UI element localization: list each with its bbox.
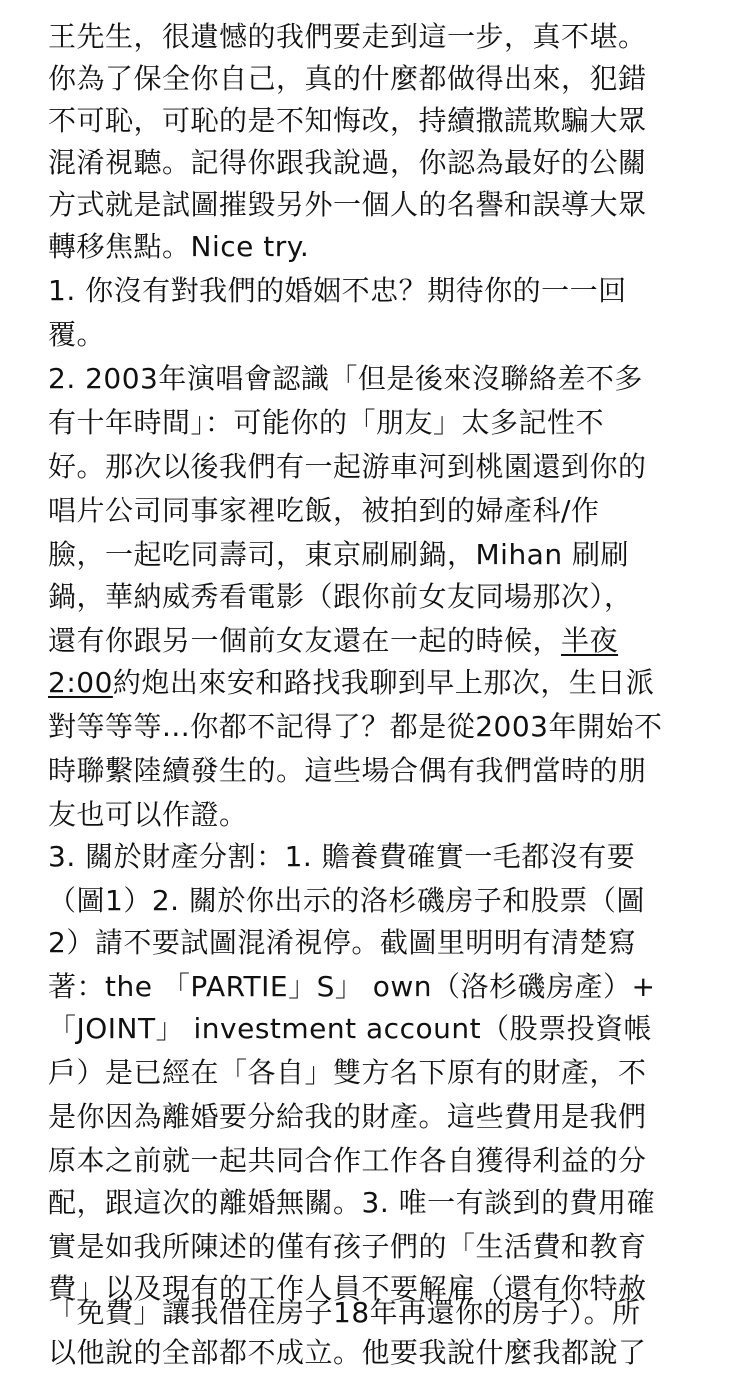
text-line-16 [48,662,654,704]
text-line-15 [48,620,618,662]
cut-off-line: 以他說的全部都不成立。他要我說什麼我都說了 [48,1336,647,1369]
cut-off-line-container [48,1336,688,1369]
text-line-13: 臉，一起吃同壽司，東京刷刷鍋，Mihan 刷刷 [48,538,629,571]
text-line-30: 費」以及現有的工作人員不要解雇（還有你特赦 [48,1272,647,1305]
text-line-2: 你為了保全你自己，真的什麼都做得出來，犯錯 [48,62,647,95]
text-line-8: 覆。 [48,318,106,351]
underlined-time-part-2: 2:00 [48,666,113,699]
text-line-11: 好。那次以後我們有一起游車河到桃園還到你的 [48,450,647,483]
text-line-14: 鍋，華納威秀看電影（跟你前女友同場那次）， [48,580,633,613]
text-line-26: 是你因為離婚要分給我的財產。這些費用是我們 [48,1100,647,1133]
text-line-20: 3. 關於財產分割：1. 贍養費確實一毛都沒有要 [48,840,636,873]
text-line-16-rest: 約炮出來安和路找我聊到早上那次，生日派 [112,666,655,699]
text-line-22: 2）請不要試圖混淆視停。截圖里明明有清楚寫 [48,926,637,959]
text-line-19: 友也可以作證。 [48,798,248,831]
text-line-25: 戶）是已經在「各自」雙方名下原有的財產，不 [48,1056,647,1089]
text-line-23: 著：the 「PARTIE」S」 own（洛杉磯房產）+ [48,970,656,1003]
text-line-27: 原本之前就一起共同合作工作各自獲得利益的分 [48,1144,647,1177]
text-line-21: （圖1）2. 關於你出示的洛杉磯房子和股票（圖 [48,884,645,917]
text-line-29: 實是如我所陳述的僅有孩子們的「生活費和教育 [48,1230,647,1263]
text-line-18: 時聯繫陸續發生的。這些場合偶有我們當時的朋 [48,754,647,787]
text-line-15-main: 還有你跟另一個前女友還在一起的時候， [48,624,562,657]
text-line-12: 唱片公司同事家裡吃飯，被拍到的婦產科/作 [48,494,600,527]
text-line-5: 方式就是試圖摧毀另外一個人的名譽和誤導大眾 [48,188,647,221]
text-line-3: 不可恥，可恥的是不知悔改，持續撒謊欺騙大眾 [48,104,647,137]
text-line-31: 「免費」讓我借住房子18年再還你的房子）。所 [48,1296,641,1329]
text-line-6: 轉移焦點。Nice try. [48,230,310,263]
text-line-10: 有十年時間」：可能你的「朋友」太多記性不 [48,406,605,439]
underlined-time-part-1: 半夜 [561,624,619,657]
text-line-1: 王先生，很遺憾的我們要走到這一步，真不堪。 [48,20,647,53]
text-line-9: 2. 2003年演唱會認識「但是後來沒聯絡差不多 [48,362,643,395]
text-line-7: 1. 你沒有對我們的婚姻不忠？期待你的一一回 [48,274,627,307]
text-line-28: 配，跟這次的離婚無關。3. 唯一有談到的費用確 [48,1186,656,1219]
text-line-17: 對等等等...你都不記得了？都是從2003年開始不 [48,710,663,743]
text-line-4: 混淆視聽。記得你跟我說過，你認為最好的公關 [48,146,647,179]
text-line-24: 「JOINT」 investment account（股票投資帳 [48,1012,653,1045]
